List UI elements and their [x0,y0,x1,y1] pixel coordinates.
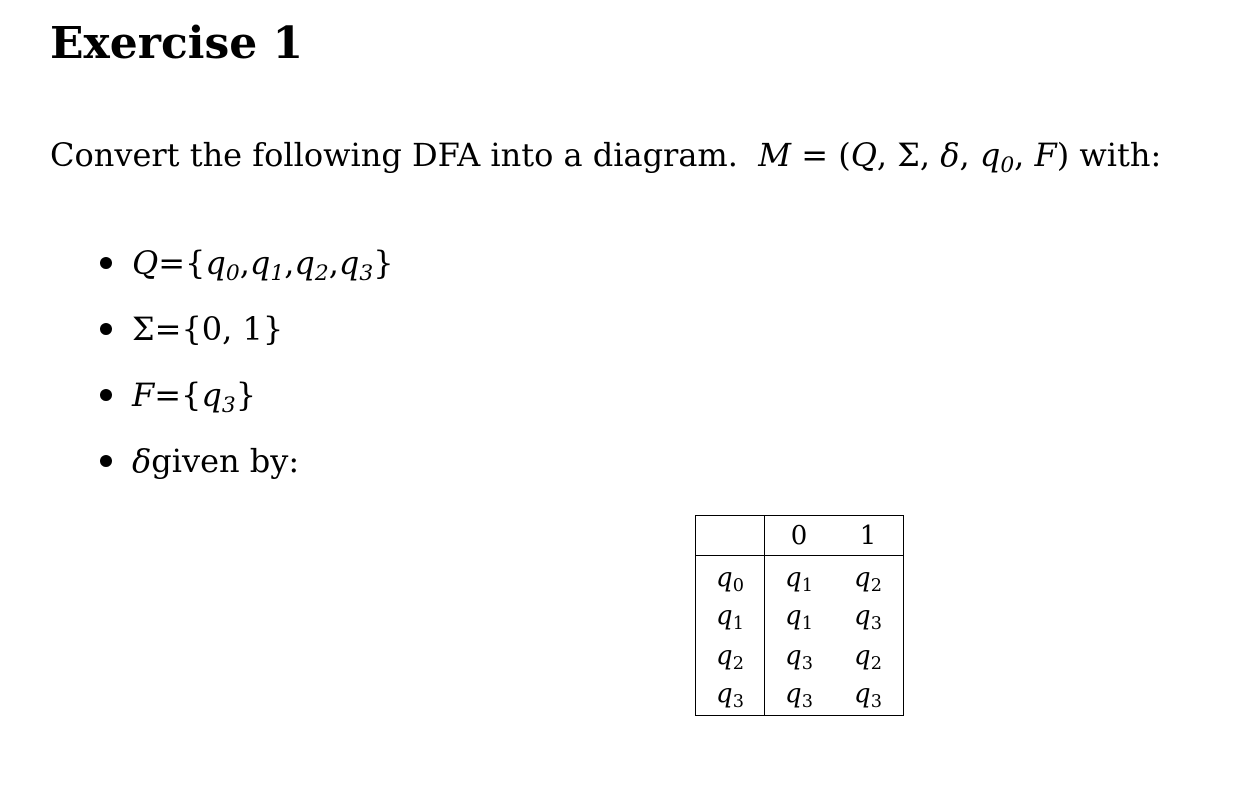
tuple-start-state: $q_0$ [979,136,1015,179]
row-state-cell: $q_1$ [696,596,765,636]
definition-transition [100,428,394,494]
final-symbol: F [132,376,155,414]
transition-symbol: δ [132,442,152,480]
transition-table [695,515,904,716]
alphabet-symbol: Σ [132,310,155,348]
tuple-states: Q [850,136,877,174]
definition-final-states: F = { $q_3$ } [100,362,394,428]
table-corner-cell [696,516,765,556]
table-row [696,556,904,596]
transition-on-0-cell: $q_1$ [785,562,813,596]
row-state-cell: $q_2$ [696,636,765,676]
final-state-q3: $q_3$ [201,376,236,419]
transition-on-1-cell: $q_2$ [833,636,904,676]
bullet-icon [100,257,112,269]
row-state-cell: $q_3$ [696,676,765,716]
states-symbol: Q [132,244,159,282]
machine-symbol: M [758,136,792,174]
definition-states: Q = { $q_0$ , $q_1$ , $q_2$ , $q_3$ } [100,230,394,296]
transition-text: given by: [151,442,300,480]
intro-sentence: Convert the following DFA into a diagram. M = (Q, Σ, δ, $q_0$, F) with: [50,136,1162,179]
column-header-1: 1 [833,516,904,556]
definition-alphabet: Σ = {0, 1} [100,296,394,362]
bullet-icon [100,455,112,467]
tuple-transition: δ [940,136,960,174]
row-state-cell: $q_0$ [696,556,765,596]
table-row [696,676,904,716]
column-header-0: 0 [765,516,834,556]
table-row [696,596,904,636]
tuple-close: ) [1056,136,1070,174]
table-body [696,556,904,716]
transition-on-0-cell: $q_1$ [785,600,813,634]
transition-on-1-cell: $q_3$ [833,676,904,716]
exercise-title: Exercise 1 [50,18,304,69]
tuple-open: ( [838,136,851,174]
intro-equals: = [791,136,839,174]
bullet-icon [100,323,112,335]
intro-suffix: with: [1069,136,1162,174]
state-q2: $q_2$ [294,244,329,287]
alphabet-value: {0, 1} [181,310,284,348]
tuple-final: F [1034,136,1057,174]
definition-list [100,230,394,494]
tuple-alphabet: Σ [897,136,920,174]
transition-on-1-cell: $q_2$ [833,556,904,596]
transition-on-1-cell: $q_3$ [833,596,904,636]
state-q3: $q_3$ [338,244,374,287]
table-header-row [696,516,904,556]
transition-on-0-cell: $q_3$ [765,676,834,716]
bullet-icon [100,389,112,401]
intro-text: Convert the following DFA into a diagram. [50,136,738,174]
transition-on-0-cell: $q_3$ [785,640,813,674]
state-q1: $q_1$ [249,244,285,287]
state-q0: $q_0$ [205,244,240,287]
table-row [696,636,904,676]
